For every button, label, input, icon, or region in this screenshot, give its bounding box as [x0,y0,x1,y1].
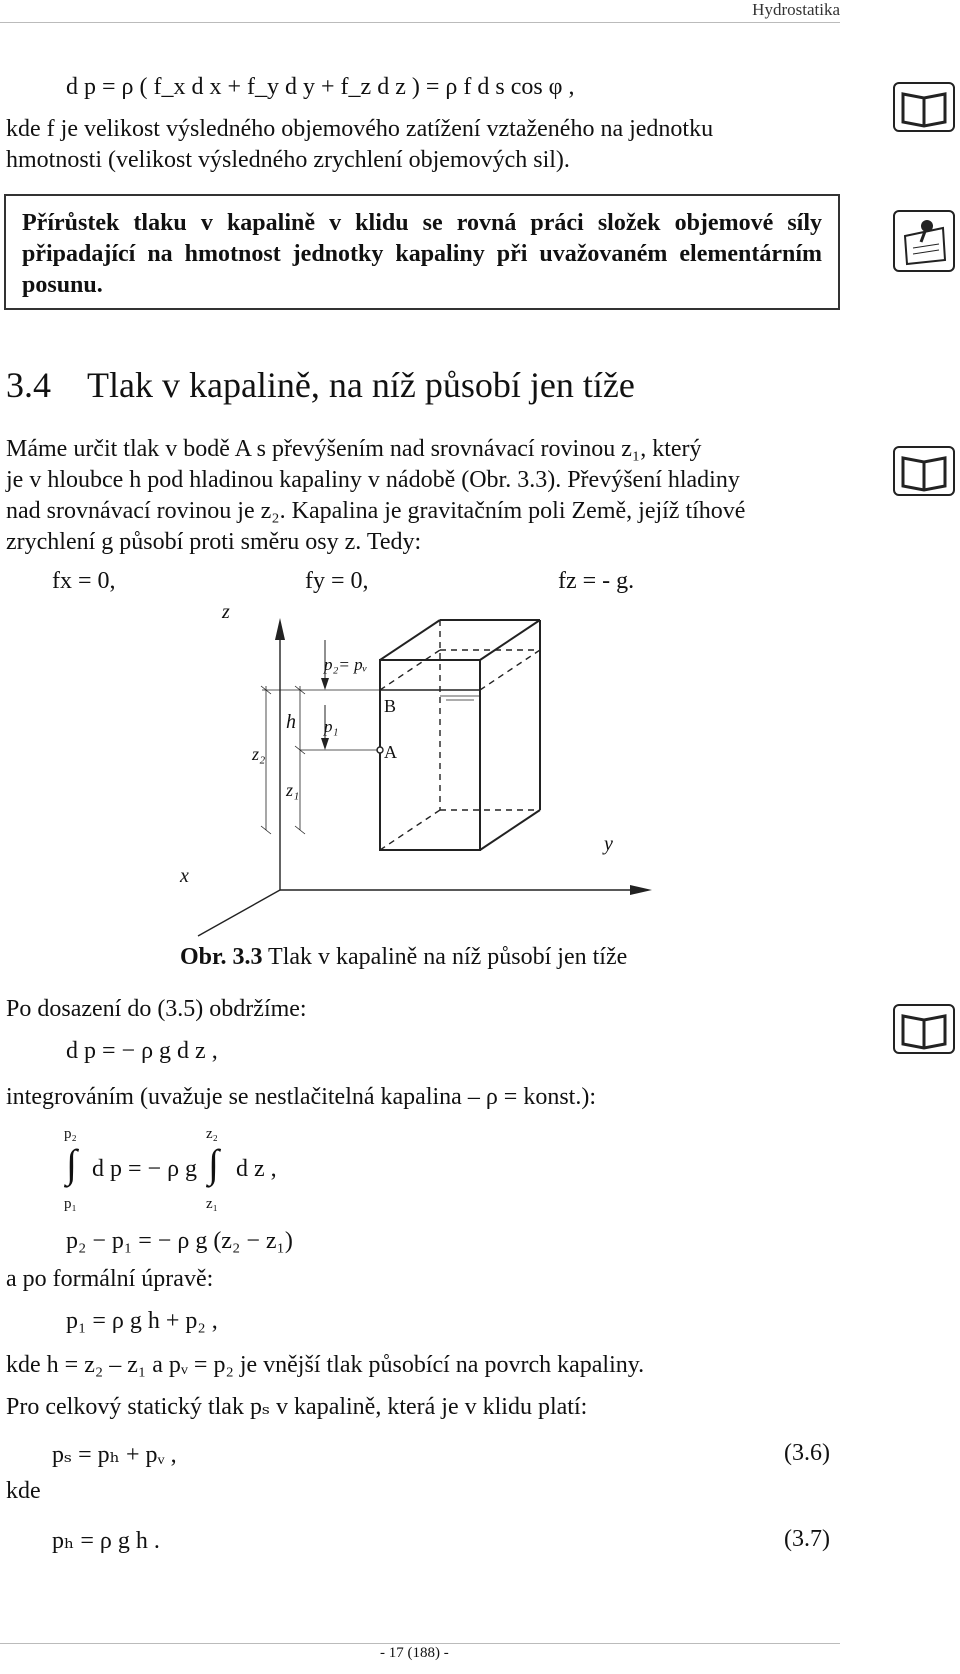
label-y: y [604,833,613,855]
label-h: h [286,711,296,733]
equation-dp: d p = ρ ( f_x d x + f_y d y + f_z d z ) = ρ f d s cos φ , [66,74,575,100]
paragraph-line: Po dosazení do (3.5) obdržíme: [6,996,307,1022]
integral-sign: ∫ [208,1141,219,1186]
paragraph-line: Máme určit tlak v bodě A s převýšením nad srovnávací rovinou z₁, který [6,436,702,462]
running-header: Hydrostatika [752,0,840,19]
label-z1: z₁ [286,780,300,800]
section-number: 3.4 [6,365,51,405]
label-p2pv: p₂= pᵥ [324,655,368,674]
section-title [6,364,635,406]
paragraph-line: je v hloubce h pod hladinou kapaliny v nádobě (Obr. 3.3). Převýšení hladiny [6,467,740,493]
int-body-2: d z , [236,1156,277,1182]
equation-ph: pₕ = ρ g h . [52,1528,160,1554]
book-icon [893,82,955,132]
label-x: x [180,865,189,887]
label-p1: p₁ [324,717,339,736]
book-icon [893,1004,955,1054]
pin-note-icon [893,210,955,272]
paragraph-line: Pro celkový statický tlak pₛ v kapalině, která je v klidu platí: [6,1394,588,1420]
label-z2: z₂ [252,744,266,764]
label-a: A [384,742,397,762]
y-axis-arrow [630,885,652,895]
equation-number-3-6: (3.6) [784,1440,830,1466]
label-z: z [222,601,230,623]
figure-3-3 [150,600,710,960]
highlight-text: Přírůstek tlaku v kapalině v klidu se rovná práci složek objemové síly připadající na hmotnost jednotky kapaliny při uvažovaném elementárním posunu. [22,210,822,298]
caption-text: Tlak v kapalině na níž působí jen tíže [262,944,628,970]
paragraph-line: kde h = z₂ – z₁ a pᵥ = p₂ je vnější tlak působící na povrch kapaliny. [6,1352,645,1378]
equation-p1: p₁ = ρ g h + p₂ , [66,1308,218,1334]
equation-dp-rho: d p = − ρ g d z , [66,1038,218,1064]
int-lower-2: z₁ [206,1196,218,1212]
int-upper-2: z₂ [206,1126,218,1142]
int-body-1: d p = − ρ g [92,1156,198,1182]
paragraph-line: a po formální úpravě: [6,1266,214,1292]
equation-difference: p₂ − p₁ = − ρ g (z₂ − z₁) [66,1228,293,1254]
paragraph-line: hmotnosti (velikost výsledného zrychlení objemových sil). [6,147,570,173]
integral-sign: ∫ [66,1141,77,1186]
book-icon [893,446,955,496]
header-rule [0,22,840,23]
paragraph-line: kde f je velikost výsledného objemového zatížení vztaženého na jednotku [6,116,714,142]
label-b: B [384,696,397,716]
paragraph-line: kde [6,1478,41,1504]
int-upper-1: p₂ [64,1126,77,1142]
int-lower-1: p₁ [64,1196,77,1212]
z-axis-arrow [275,618,285,640]
fz-equation: fz = - g. [558,568,635,594]
highlight-box [4,194,840,310]
equation-number-3-7: (3.7) [784,1526,830,1552]
fy-equation: fy = 0, [305,568,369,594]
fx-equation: fx = 0, [52,568,116,594]
page-number: - 17 (188) - [380,1645,449,1661]
paragraph-line: integrováním (uvažuje se nestlačitelná kapalina – ρ = konst.): [6,1084,596,1110]
figure-caption [180,944,627,971]
paragraph-line: nad srovnávací rovinou je z₂. Kapalina je gravitačním poli Země, jejíž tíhové [6,498,746,524]
equation-ps: pₛ = pₕ + pᵥ , [52,1442,177,1468]
caption-label: Obr. 3.3 [180,944,263,970]
x-axis [198,890,280,936]
footer-rule [0,1643,840,1644]
paragraph-line: zrychlení g působí proti směru osy z. Tedy: [6,529,422,555]
section-heading: Tlak v kapalině, na níž působí jen tíže [87,365,635,405]
